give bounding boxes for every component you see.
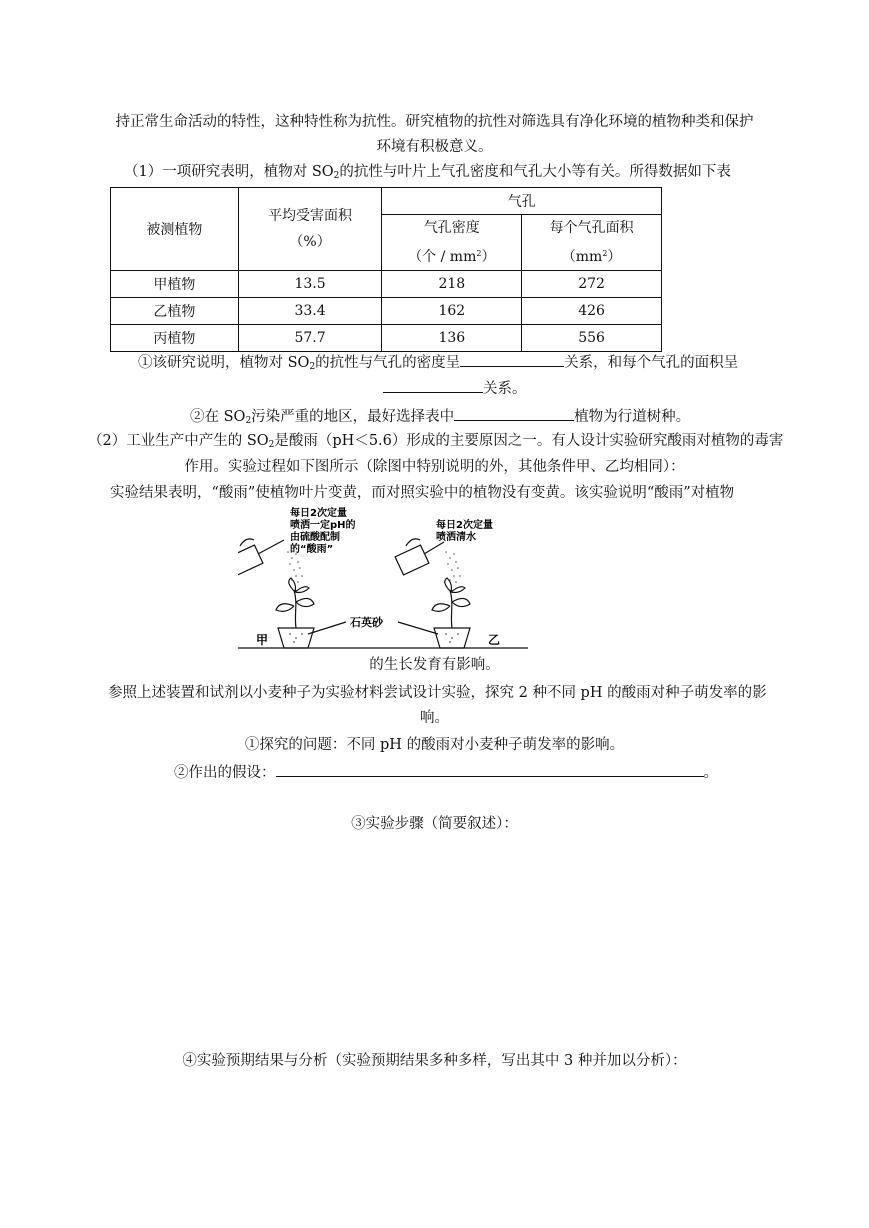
plant-left xyxy=(276,578,314,628)
plant-right xyxy=(432,578,470,628)
part2-design-line1: 参照上述装置和试剂以小麦种子为实验材料尝试设计实验，探究 2 种不同 pH 的酸雨对种子萌发率的影 xyxy=(108,685,767,701)
part2-question-problem: ①探究的问题：不同 pH 的酸雨对小麦种子萌发率的影响。 xyxy=(244,737,625,753)
left-label-3: 由硫酸配制 xyxy=(290,532,340,543)
cell-plant: 丙植物 xyxy=(111,325,239,352)
answer-blank-plant[interactable] xyxy=(454,406,574,421)
header-density-label: 气孔密度 xyxy=(423,220,480,236)
cell-plant: 乙植物 xyxy=(111,298,239,325)
watering-can-right-icon xyxy=(395,539,444,575)
cell-damage: 57.7 xyxy=(238,325,382,352)
cell-plant: 甲植物 xyxy=(111,271,239,298)
left-label-2: 喷洒一定pH的 xyxy=(290,520,356,531)
part1-q1-line2: 关系。 xyxy=(383,378,527,398)
part2-result-line: 实验结果表明，“酸雨”使植物叶片变黄，而对照实验中的植物没有变黄。该实验说明“酸雨”对植物 xyxy=(110,485,735,501)
part2-design-line2: 响。 xyxy=(420,710,449,726)
left-label-4: 的“酸雨” xyxy=(290,544,334,555)
header-damage-unit: （%） xyxy=(289,234,331,250)
header-plant: 被测植物 xyxy=(111,188,239,271)
cell-damage: 33.4 xyxy=(238,298,382,325)
pot-right-label: 乙 xyxy=(488,633,501,647)
right-label-2: 喷洒清水 xyxy=(436,532,476,543)
table-row xyxy=(111,325,662,352)
part2-intro: （2）工业生产中产生的 $SO_2$是酸雨（pH＜5.6）形成的主要原因之一。有人设计实验研究酸雨对植物的毒害 xyxy=(88,433,784,450)
cell-density: 162 xyxy=(382,298,522,325)
header-stoma: 气孔 xyxy=(382,188,662,215)
header-area-unit: $(mm^2)$ xyxy=(561,249,622,265)
header-density xyxy=(382,215,522,271)
sand-label: 石英砂 xyxy=(350,616,383,629)
table-row xyxy=(111,271,662,298)
header-area xyxy=(522,215,662,271)
part1-q2: ②在 $SO_2$污染严重的地区，最好选择表中 植物为行道树种。 xyxy=(190,406,690,430)
part2-intro-line2: 作用。实验过程如下图所示（除图中特别说明的外，其他条件甲、乙均相同）： xyxy=(184,459,685,475)
intro-line-1: 持正常生命活动的特性，这种特性称为抗性。研究植物的抗性对筛选具有净化环境的植物种类和保护 xyxy=(115,114,754,130)
watering-can-left-icon xyxy=(238,539,284,575)
part1-intro: （1）一项研究表明，植物对 $SO_2$的抗性与叶片上气孔密度和气孔大小等有关。所得数据如下表 xyxy=(124,164,731,181)
header-area-label: 每个气孔面积 xyxy=(549,220,634,236)
part2-question-steps: ③实验步骤（简要叙述）： xyxy=(351,816,518,832)
answer-blank-hypothesis[interactable] xyxy=(276,762,704,777)
intro-line-2: 环境有积极意义。 xyxy=(376,139,493,155)
acid-rain-experiment-figure xyxy=(238,506,538,656)
part2-question-results: ④实验预期结果与分析（实验预期结果多种多样，写出其中 3 种并加以分析）： xyxy=(182,1053,687,1069)
answer-blank-density[interactable] xyxy=(460,352,564,367)
left-label-1: 每日2次定量 xyxy=(290,508,347,519)
answer-blank-area[interactable] xyxy=(383,378,483,393)
cell-damage: 13.5 xyxy=(238,271,382,298)
header-damage xyxy=(238,188,382,271)
cell-density: 218 xyxy=(382,271,522,298)
cell-area: 272 xyxy=(522,271,662,298)
cell-density: 136 xyxy=(382,325,522,352)
part2-after-figure: 的生长发育有影响。 xyxy=(369,657,500,673)
cell-area: 556 xyxy=(522,325,662,352)
header-damage-label: 平均受害面积 xyxy=(268,208,353,224)
part1-intro-a: （1）一项研究表明，植物对 SO xyxy=(124,164,334,180)
stoma-data-table xyxy=(110,187,662,352)
part1-q1-line1: ①该研究说明，植物对 $SO_2$的抗性与气孔的密度呈 关系，和每个气孔的面积呈 xyxy=(138,352,738,376)
table-row xyxy=(111,298,662,325)
part1-intro-b: 的抗性与叶片上气孔密度和气孔大小等有关。所得数据如下表 xyxy=(339,164,731,180)
cell-area: 426 xyxy=(522,298,662,325)
part2-question-hypothesis: ②作出的假设： 。 xyxy=(174,762,718,782)
header-density-unit: （个 / $mm^2$） xyxy=(408,249,496,265)
right-label-1: 每日2次定量 xyxy=(436,520,493,531)
pot-left-label: 甲 xyxy=(256,633,269,647)
